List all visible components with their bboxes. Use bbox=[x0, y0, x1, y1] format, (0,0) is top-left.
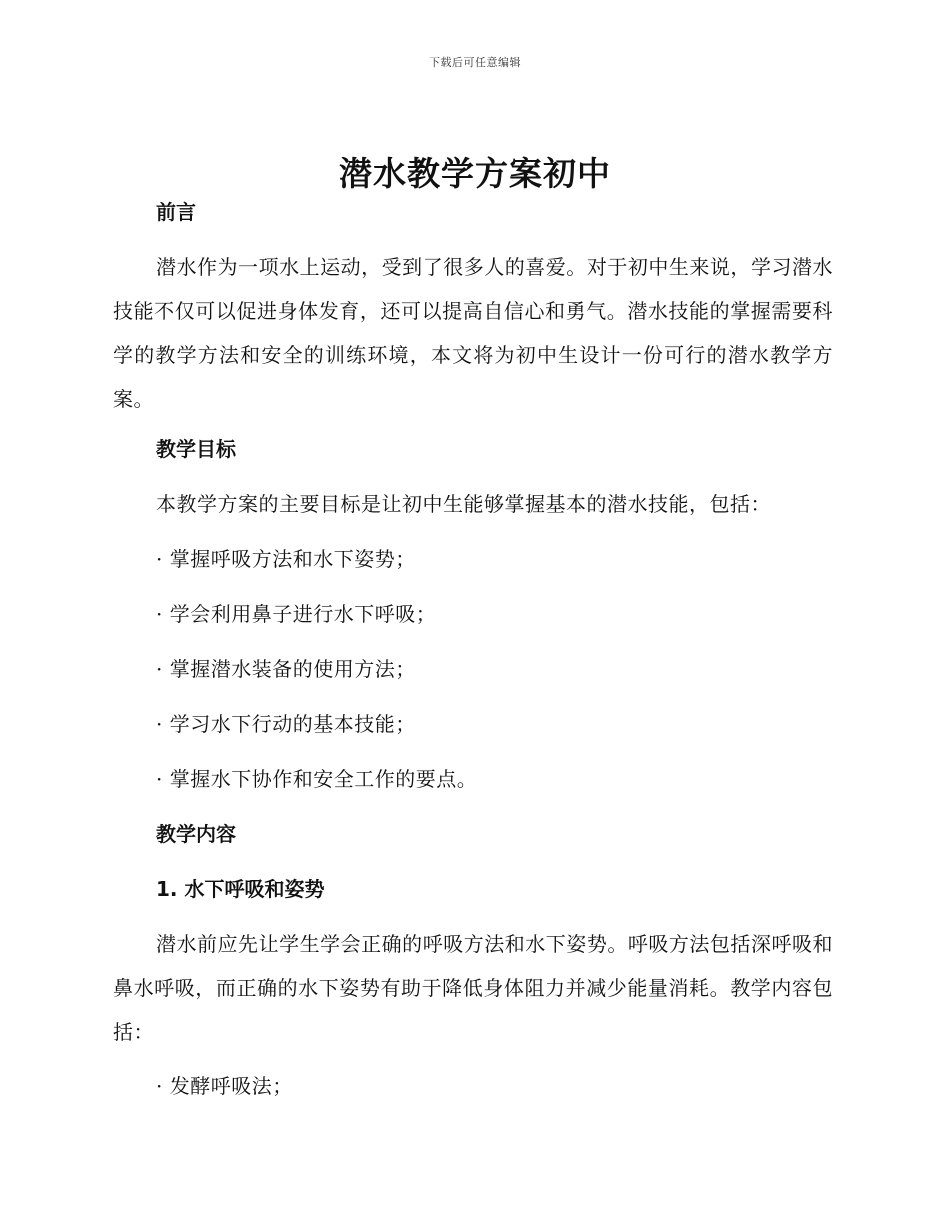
subsection-1-item: · 发酵呼吸法； bbox=[156, 1074, 293, 1098]
goal-item: · 掌握潜水装备的使用方法； bbox=[156, 657, 416, 681]
document-body bbox=[113, 198, 833, 1100]
goals-intro: 本教学方案的主要目标是让初中生能够掌握基本的潜水技能，包括： bbox=[156, 492, 771, 516]
section-heading-preface: 前言 bbox=[156, 200, 196, 224]
subsection-heading-1: 1. 水下呼吸和姿势 bbox=[156, 877, 325, 901]
goal-item: · 学会利用鼻子进行水下呼吸； bbox=[156, 602, 437, 626]
goal-item: · 学习水下行动的基本技能； bbox=[156, 712, 416, 736]
document-title: 潜水教学方案初中 bbox=[339, 154, 611, 193]
subsection-1-paragraph: 潜水前应先让学生学会正确的呼吸方法和水下姿势。呼吸方法包括深呼吸和鼻水呼吸，而正确的水下姿势有助于降低身体阻力并减少能量消耗。教学内容包括： bbox=[113, 932, 833, 1044]
preface-paragraph: 潜水作为一项水上运动，受到了很多人的喜爱。对于初中生来说，学习潜水技能不仅可以促进身体发育，还可以提高自信心和勇气。潜水技能的掌握需要科学的教学方法和安全的训练环境，本文将为初中生设计一份可行的潜水教学方案。 bbox=[113, 255, 833, 411]
goal-item: · 掌握水下协作和安全工作的要点。 bbox=[156, 767, 478, 791]
header-note: 下载后可任意编辑 bbox=[429, 56, 521, 69]
goal-item: · 掌握呼吸方法和水下姿势； bbox=[156, 547, 416, 571]
section-heading-goals: 教学目标 bbox=[156, 437, 236, 461]
section-heading-content: 教学内容 bbox=[156, 822, 236, 846]
